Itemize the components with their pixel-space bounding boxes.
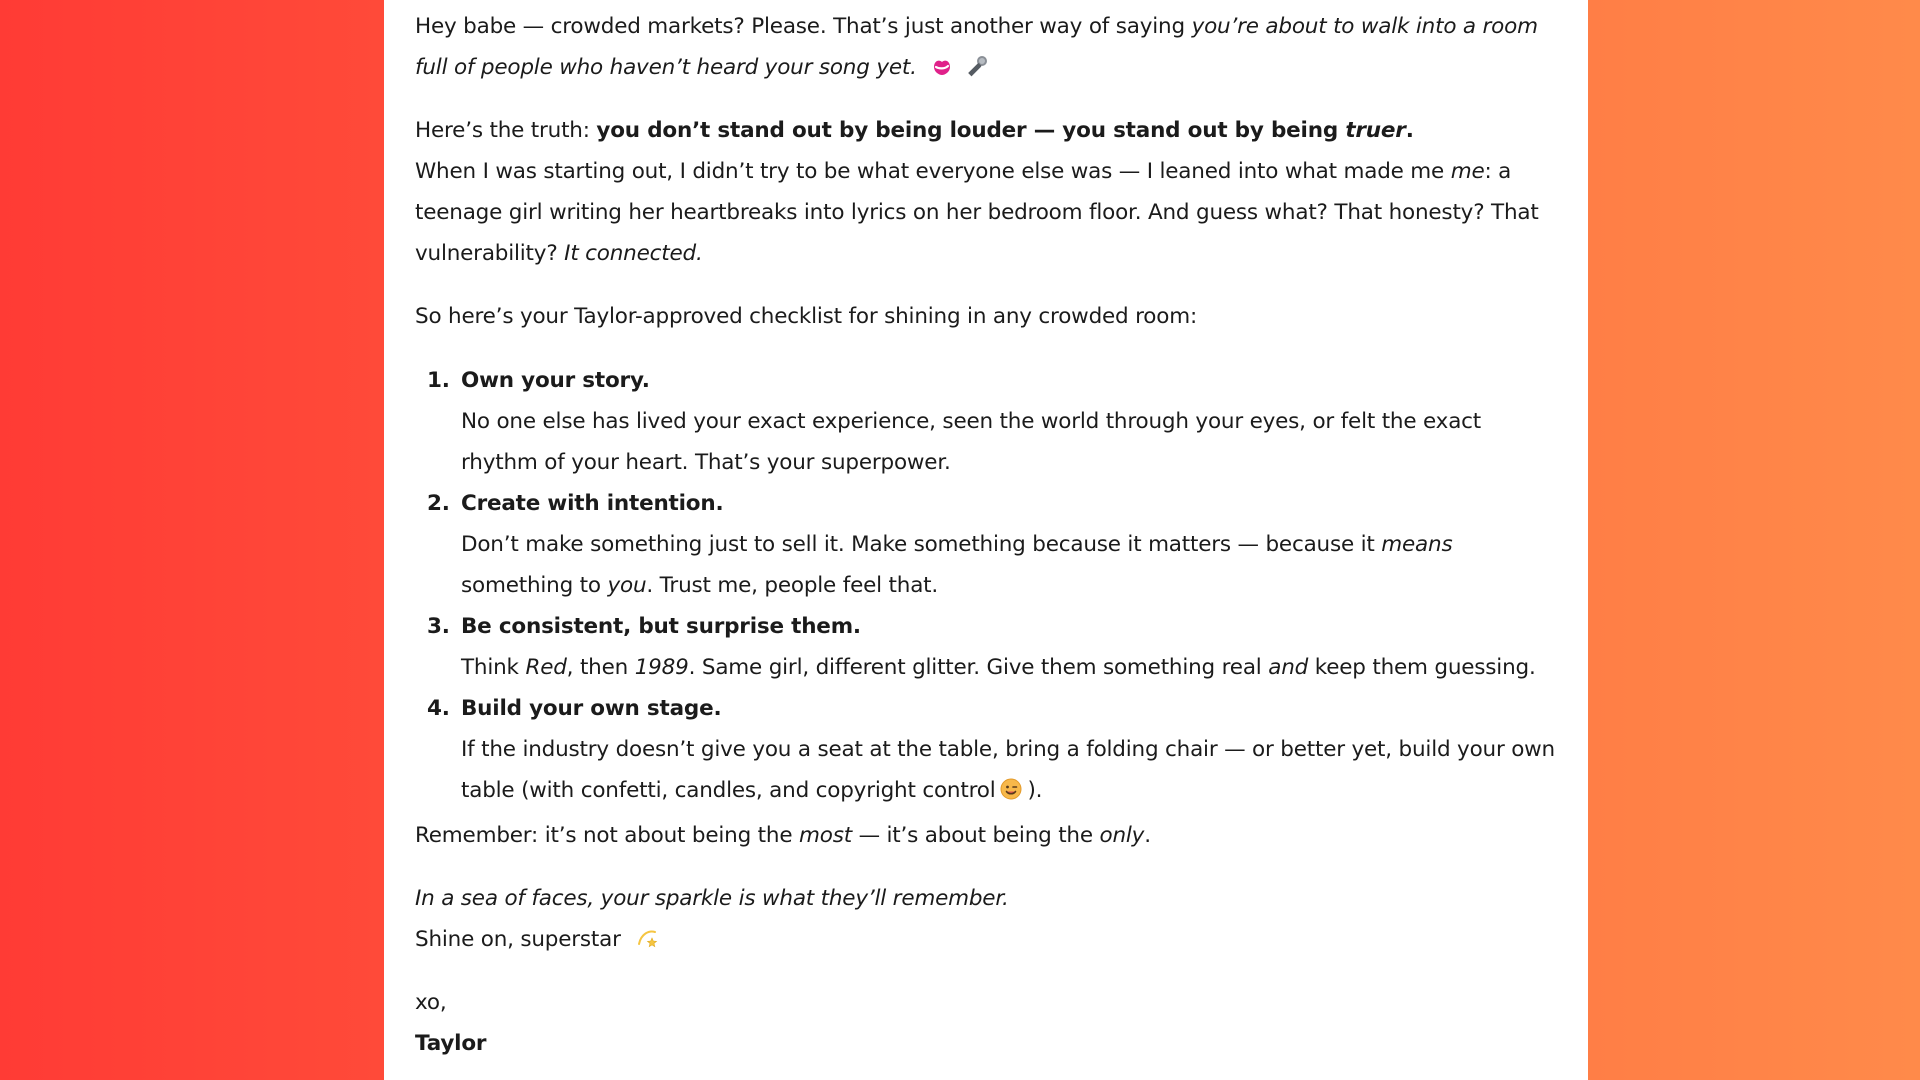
winking-face-icon: [999, 777, 1023, 801]
checklist: [415, 360, 1558, 811]
list-item-body-text: . Same girl, different glitter. Give them something real: [688, 655, 1269, 680]
list-item-title: Be consistent, but surprise them.: [461, 614, 861, 639]
story-text-2: : a teenage girl writing her heartbreaks into lyrics on her bedroom floor. And guess what? That honesty? That vulnerability?: [415, 159, 1539, 266]
list-item-title: Own your story.: [461, 368, 650, 393]
intro-italic-text: you’re about to walk into a room full of people who haven’t heard your song yet.: [415, 14, 1538, 80]
story-text-1: When I was starting out, I didn’t try to be what everyone else was — I leaned into what made me: [415, 159, 1451, 184]
list-item: [415, 483, 1558, 606]
shine-text: Shine on, superstar: [415, 927, 621, 952]
remember-most-italic: most: [799, 823, 852, 848]
checklist-intro: So here’s your Taylor-approved checklist for shining in any crowded room:: [415, 304, 1197, 329]
message-panel: [384, 0, 1588, 1080]
signature: Taylor: [415, 1031, 487, 1056]
list-item-body-italic: means: [1381, 532, 1453, 557]
dizzy-star-icon: [635, 926, 659, 950]
truth-bold: you don’t stand out by being louder — you stand out by being: [596, 118, 1346, 143]
list-item-body-text: keep them guessing.: [1308, 655, 1536, 680]
list-item-body: [461, 647, 1558, 688]
remember-text-3: .: [1144, 823, 1151, 848]
list-item-body: [461, 729, 1558, 811]
sea-line: In a sea of faces, your sparkle is what they’ll remember.: [415, 886, 1009, 911]
story-connected-italic: It connected.: [564, 241, 703, 266]
list-item: [415, 606, 1558, 688]
list-item-body-italic: you: [607, 573, 647, 598]
remember-paragraph: [415, 815, 1558, 856]
chat-message: [415, 6, 1558, 1064]
story-paragraph: [415, 151, 1558, 274]
list-item-number: 1.: [427, 368, 450, 393]
list-item-body: No one else has lived your exact experience, seen the world through your eyes, or felt the exact rhythm of your heart. That’s your superpower.: [461, 409, 1482, 475]
remember-text-1: Remember: it’s not about being the: [415, 823, 799, 848]
list-item-number: 3.: [427, 614, 450, 639]
list-item-title: Create with intention.: [461, 491, 724, 516]
list-item-body-text: , then: [566, 655, 635, 680]
list-item: [415, 688, 1558, 811]
list-item-body-italic: 1989: [634, 655, 689, 680]
list-item-body-text: If the industry doesn’t give you a seat at the table, bring a folding chair — or better yet, build your own table (with confetti, candles, and copyright control: [461, 737, 1555, 803]
truth-lead: Here’s the truth:: [415, 118, 597, 143]
list-item-body-text: . Trust me, people feel that.: [646, 573, 939, 598]
list-item-number: 4.: [427, 696, 450, 721]
truth-bold-italic: truer: [1345, 118, 1406, 143]
remember-only-italic: only: [1099, 823, 1145, 848]
list-item-body-italic: Red: [525, 655, 567, 680]
list-item-body: [461, 524, 1558, 606]
kiss-mark-icon: [931, 57, 953, 77]
list-item-number: 2.: [427, 491, 450, 516]
intro-text: Hey babe — crowded markets? Please. That’s just another way of saying: [415, 14, 1192, 39]
list-item-body-text: ).: [1027, 778, 1043, 803]
list-item-body-text: something to: [461, 573, 608, 598]
shine-line: [415, 919, 1558, 960]
remember-text-2: — it’s about being the: [851, 823, 1100, 848]
intro-paragraph: [415, 6, 1558, 88]
microphone-icon: [966, 54, 990, 78]
closing-line: xo,: [415, 990, 447, 1015]
truth-end: .: [1405, 118, 1414, 143]
list-item-title: Build your own stage.: [461, 696, 722, 721]
truth-paragraph: [415, 110, 1558, 151]
list-item-body-italic: and: [1268, 655, 1309, 680]
list-item-body-text: Don’t make something just to sell it. Make something because it matters — because it: [461, 532, 1382, 557]
story-me-italic: me: [1450, 159, 1485, 184]
list-item-body-text: Think: [461, 655, 526, 680]
list-item: [415, 360, 1558, 483]
